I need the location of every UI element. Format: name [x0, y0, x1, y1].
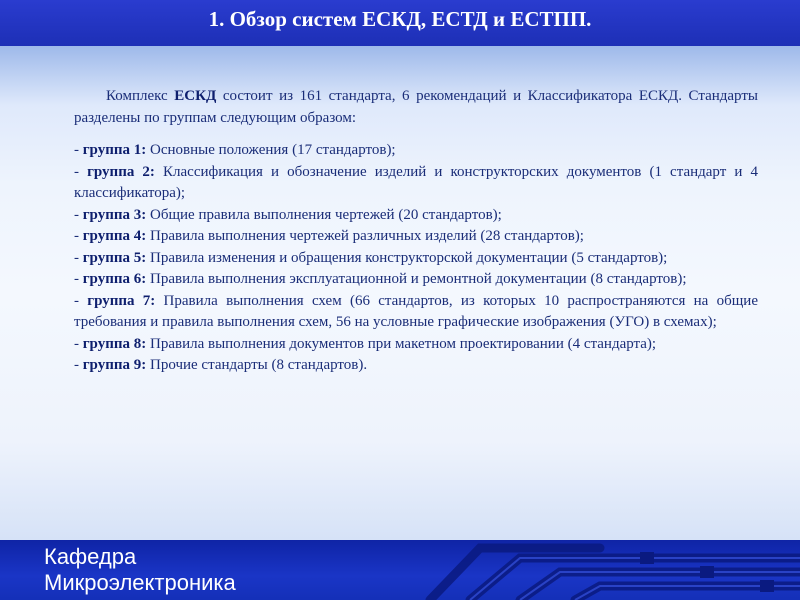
- group-text: Основные положения (17 стандартов);: [146, 142, 396, 158]
- group-text: Классификация и обозначение изделий и конструкторских документов (1 стандарт и 4 классификатора);: [74, 163, 758, 201]
- group-item-2: - группа 2: Классификация и обозначение изделий и конструкторских документов (1 стандарт и 4 классификатора);: [74, 163, 758, 201]
- group-label: группа 6:: [82, 271, 147, 287]
- department-line-1: Кафедра: [44, 544, 137, 569]
- department-label: [44, 544, 236, 596]
- group-item-4: - группа 4: Правила выполнения чертежей различных изделий (28 стандартов);: [74, 228, 584, 244]
- slide-title: 1. Обзор систем ЕСКД, ЕСТД и ЕСТПП.: [208, 7, 592, 31]
- group-label: группа 8:: [82, 335, 147, 352]
- department-line-2: Микроэлектроника: [44, 570, 236, 595]
- group-label: группа 7:: [87, 292, 156, 309]
- group-item-7: - группа 7: Правила выполнения схем (66 стандартов, из которых 10 распространяются на общие требования и правила выполнения схем, 56 на условные графические изображения (УГО) в схемах);: [74, 292, 758, 330]
- group-item-8: - группа 8: Правила выполнения документов при макетном проектировании (4 стандарта);: [74, 335, 657, 352]
- group-text: Правила выполнения эксплуатационной и ремонтной документации (8 стандартов);: [146, 271, 687, 287]
- group-item-3: - группа 3: Общие правила выполнения чертежей (20 стандартов);: [74, 206, 502, 223]
- group-text: Прочие стандарты (8 стандартов).: [146, 357, 368, 373]
- group-label: группа 4:: [82, 228, 147, 244]
- group-label: группа 3:: [82, 206, 147, 223]
- group-list: [74, 140, 758, 377]
- group-text: Правила выполнения схем (66 стандартов, из которых 10 распространяются на общие требования и правила выполнения схем, 56 на условные графические изображения (УГО) в схемах);: [74, 292, 758, 330]
- group-text: Общие правила выполнения чертежей (20 стандартов);: [146, 206, 502, 223]
- group-item-6: - группа 6: Правила выполнения эксплуатационной и ремонтной документации (8 стандартов);: [74, 271, 687, 287]
- group-text: Правила выполнения чертежей различных изделий (28 стандартов);: [146, 228, 584, 244]
- slide-title-bar: [0, 0, 800, 46]
- group-label: группа 2:: [87, 163, 155, 180]
- group-item-5: - группа 5: Правила изменения и обращения конструкторской документации (5 стандартов);: [74, 249, 668, 266]
- slide-body: [74, 86, 758, 377]
- slide-footer: [0, 540, 800, 600]
- group-text: Правила выполнения документов при макетном проектировании (4 стандарта);: [146, 335, 657, 352]
- eskd-emphasis: ЕСКД: [174, 88, 217, 104]
- group-label: группа 9:: [82, 357, 147, 373]
- group-item-1: - группа 1: Основные положения (17 стандартов);: [74, 142, 396, 158]
- group-label: группа 5:: [82, 249, 147, 266]
- group-label: группа 1:: [82, 142, 147, 158]
- group-item-9: - группа 9: Прочие стандарты (8 стандартов).: [74, 357, 368, 373]
- group-text: Правила изменения и обращения конструкторской документации (5 стандартов);: [146, 249, 668, 266]
- intro-paragraph: Комплекс ЕСКД состоит из 161 стандарта, 6 рекомендаций и Классификатора ЕСКД. Стандарты разделены по группам следующим образом:: [74, 88, 758, 126]
